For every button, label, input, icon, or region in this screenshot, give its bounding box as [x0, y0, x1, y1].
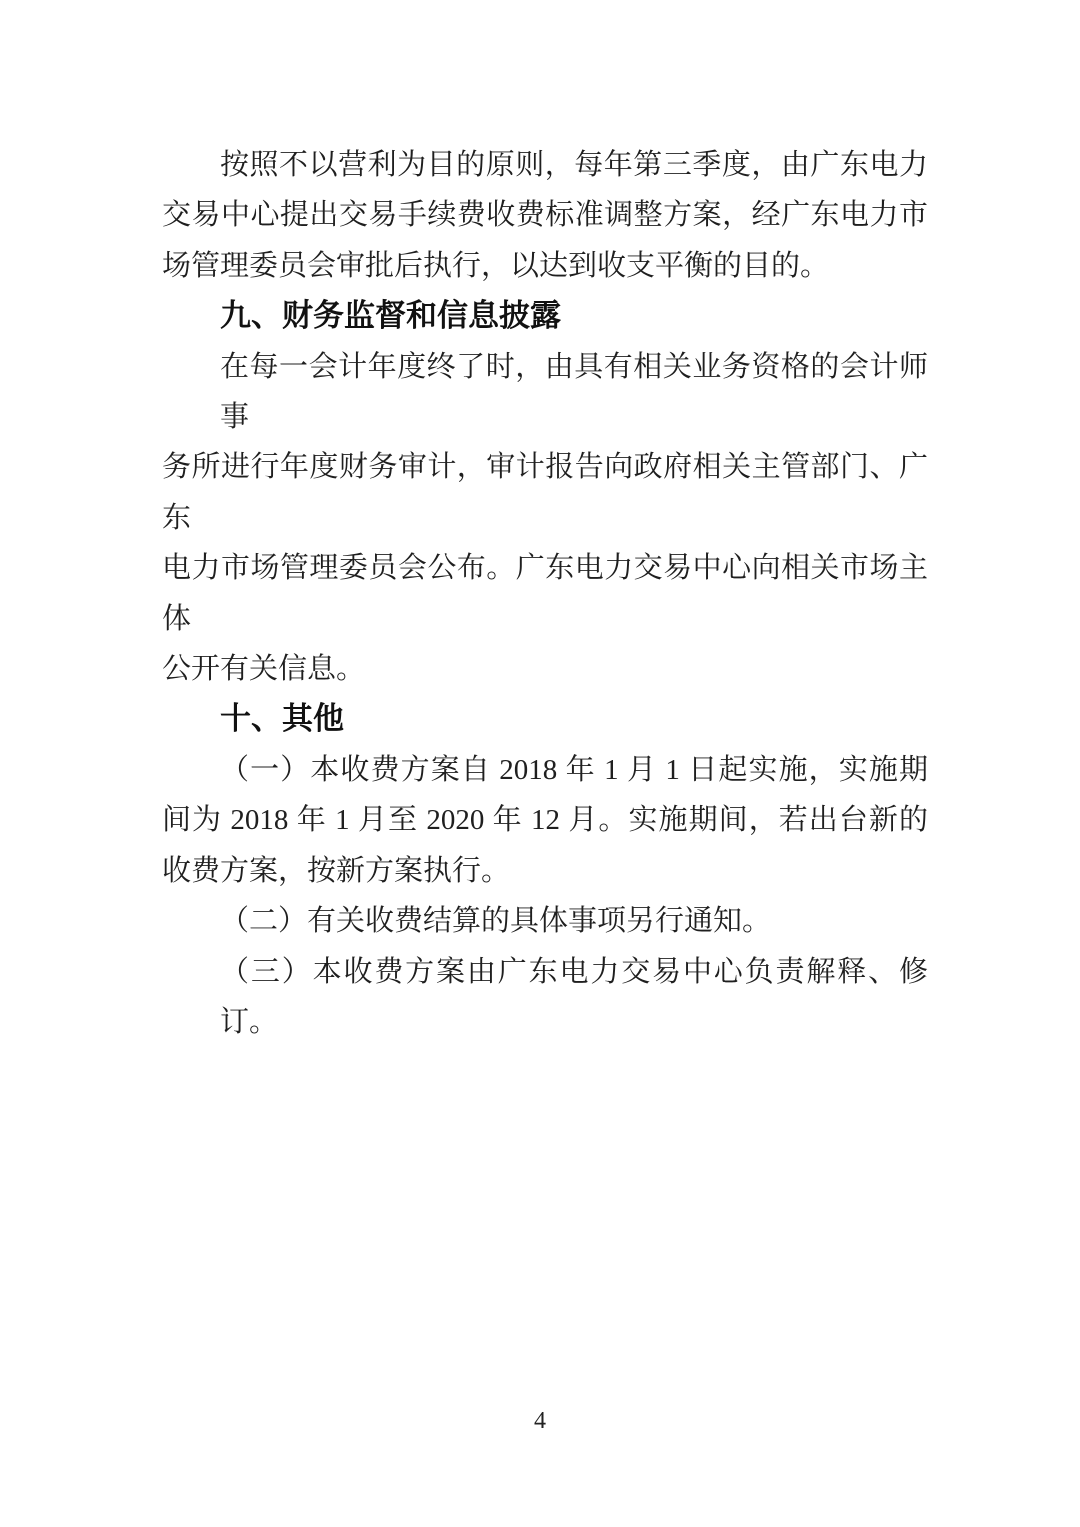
- section-heading: 九、财务监督和信息披露: [220, 298, 561, 334]
- text-line: 电力市场管理委员会公布。广东电力交易中心向相关市场主体: [162, 552, 928, 635]
- text-line: 场管理委员会审批后执行，以达到收支平衡的目的。: [162, 249, 830, 282]
- paragraph: [162, 745, 928, 896]
- page-footer: [0, 1408, 1080, 1435]
- text-line: （一）本收费方案自 2018 年 1 月 1 日起实施，实施期: [220, 753, 928, 786]
- document-body: [162, 140, 928, 1047]
- text-line: （二）有关收费结算的具体事项另行通知。: [220, 905, 772, 938]
- paragraph: [162, 896, 928, 946]
- text-line: 务所进行年度财务审计，审计报告向政府相关主管部门、广东: [162, 451, 928, 534]
- page-number: 4: [534, 1408, 546, 1434]
- section-heading: 十、其他: [220, 701, 344, 737]
- text-line: 按照不以营利为目的原则，每年第三季度，由广东电力: [220, 149, 928, 181]
- paragraph: [162, 140, 928, 291]
- text-line: 在每一会计年度终了时，由具有相关业务资格的会计师事: [220, 350, 928, 434]
- text-line: （三）本收费方案由广东电力交易中心负责解释、修订。: [220, 955, 928, 1038]
- text-line: 收费方案，按新方案执行。: [162, 854, 511, 887]
- paragraph: [162, 342, 928, 695]
- text-line: 间为 2018 年 1 月至 2020 年 12 月。实施期间，若出台新的: [162, 804, 928, 837]
- text-line: 交易中心提出交易手续费收费标准调整方案，经广东电力市: [162, 199, 928, 232]
- paragraph: [162, 947, 928, 1048]
- text-line: 公开有关信息。: [162, 653, 366, 686]
